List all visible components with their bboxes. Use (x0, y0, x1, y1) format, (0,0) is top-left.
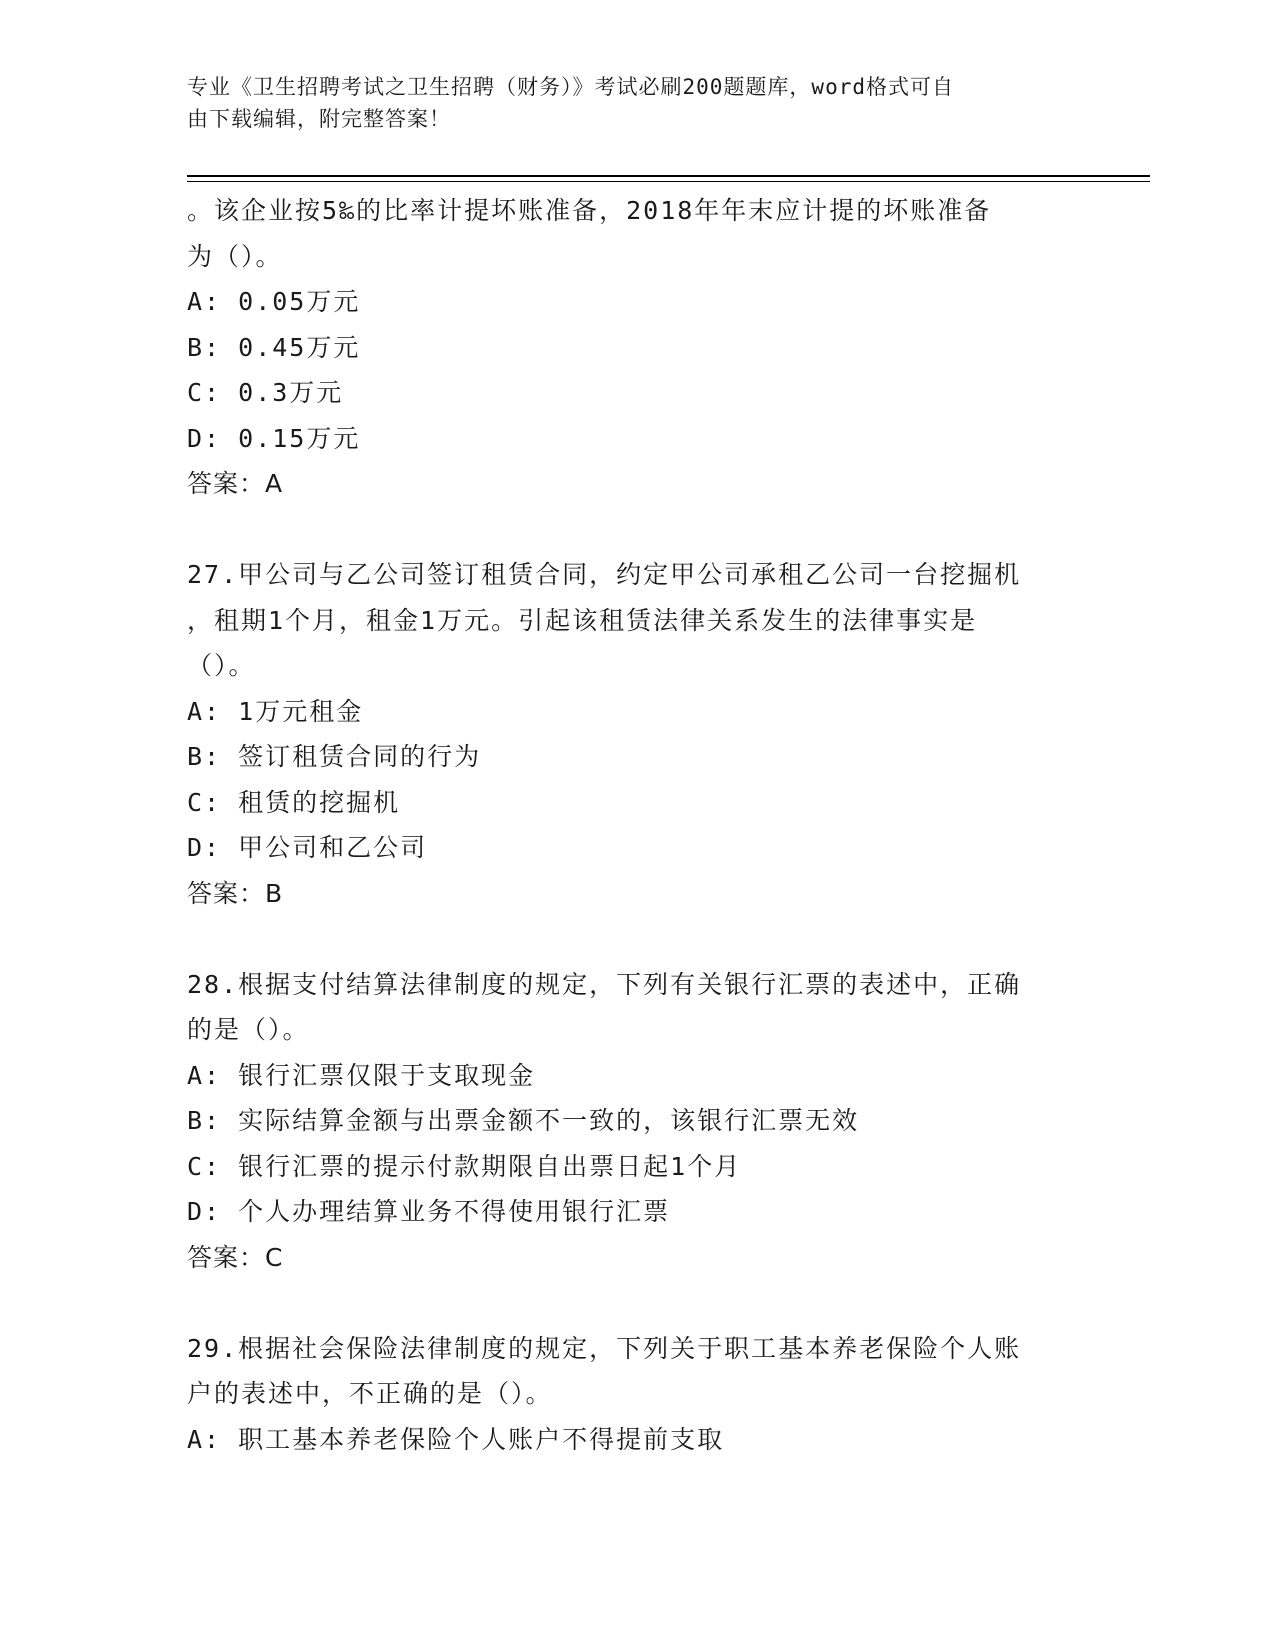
option-d: D: 个人办理结算业务不得使用银行汇票 (187, 1197, 671, 1226)
question-spacer (187, 916, 1077, 962)
question-27 (187, 552, 1077, 916)
option-c: C: 租赁的挖掘机 (187, 787, 401, 817)
question-26 (187, 188, 1077, 507)
answer-line: 答案：B (187, 878, 284, 908)
question-spacer (187, 1280, 1077, 1326)
question-28 (187, 962, 1077, 1281)
option-d: D: 0.15万元 (187, 423, 361, 453)
page-header (187, 71, 1067, 135)
question-29 (187, 1326, 1077, 1463)
answer-line: 答案：A (187, 469, 284, 498)
option-b: B: 实际结算金额与出票金额不一致的，该银行汇票无效 (187, 1106, 860, 1135)
option-a: A: 1万元租金 (187, 696, 364, 726)
question-stem-line: 为（）。 (187, 241, 283, 271)
option-b: B: 签订租赁合同的行为 (187, 742, 482, 771)
option-c: C: 0.3万元 (187, 378, 344, 407)
option-a: A: 0.05万元 (187, 287, 361, 316)
question-stem-line: （）。 (187, 651, 256, 680)
option-a: A: 职工基本养老保险个人账户不得提前支取 (187, 1424, 725, 1454)
header-title-line-1: 专业《卫生招聘考试之卫生招聘（财务）》考试必刷200题题库，word格式可自 (187, 75, 954, 99)
answer-line: 答案：C (187, 1242, 284, 1272)
question-stem-line: 户的表述中，不正确的是（）。 (187, 1379, 553, 1408)
question-stem-line: 29.根据社会保险法律制度的规定，下列关于职工基本养老保险个人账 (187, 1333, 1022, 1363)
option-d: D: 甲公司和乙公司 (187, 833, 428, 862)
header-divider-thick (187, 175, 1150, 177)
option-b: B: 0.45万元 (187, 332, 361, 362)
question-spacer (187, 507, 1077, 553)
header-divider-thin (187, 181, 1150, 182)
question-stem-line: 27.甲公司与乙公司签订租赁合同，约定甲公司承租乙公司一台挖掘机 (187, 560, 1022, 589)
option-a: A: 银行汇票仅限于支取现金 (187, 1060, 536, 1090)
question-stem-line: ，租期1个月，租金1万元。引起该租赁法律关系发生的法律事实是 (187, 605, 978, 635)
question-list (187, 188, 1077, 1462)
question-stem-line: 28.根据支付结算法律制度的规定，下列有关银行汇票的表述中，正确 (187, 969, 1022, 999)
header-title-line-2: 由下载编辑，附完整答案！ (187, 107, 451, 131)
question-stem-line: 的是（）。 (187, 1015, 310, 1044)
question-stem-line: 。该企业按5‰的比率计提坏账准备，2018年年末应计提的坏账准备 (187, 196, 992, 225)
option-c: C: 银行汇票的提示付款期限自出票日起1个月 (187, 1151, 742, 1181)
